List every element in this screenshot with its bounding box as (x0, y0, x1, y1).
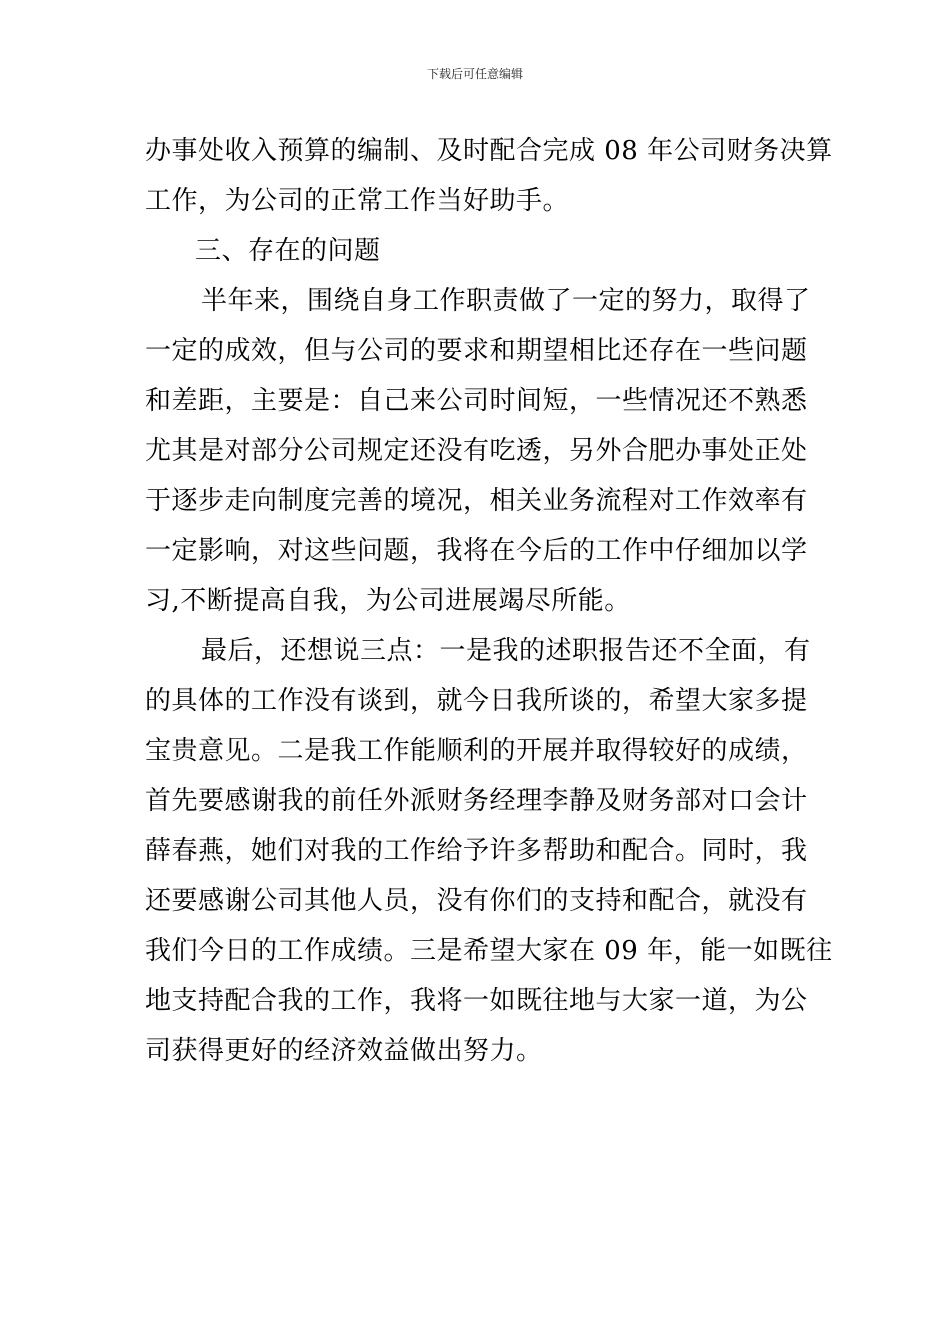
text-line: 首先要感谢我的前任外派财务经理李静及财务部对口会计 (145, 786, 808, 816)
text-line: 最后，还想说三点：一是我的述职报告还不全面，有 (201, 636, 811, 666)
section-heading: 三、存在的问题 (195, 236, 381, 266)
text-line: 地支持配合我的工作，我将一如既往地与大家一道，为公 (145, 986, 808, 1016)
text-line: 于逐步走向制度完善的境况，相关业务流程对工作效率有 (145, 486, 808, 516)
text-line: 的具体的工作没有谈到，就今日我所谈的，希望大家多提 (145, 686, 808, 716)
text-line: 一定的成效，但与公司的要求和期望相比还存在一些问题 (145, 336, 808, 366)
text-line: 薛春燕，她们对我的工作给予许多帮助和配合。同时，我 (145, 836, 808, 866)
text-line: 半年来，围绕自身工作职责做了一定的努力，取得了 (201, 286, 811, 316)
text-line: 宝贵意见。二是我工作能顺利的开展并取得较好的成绩， (145, 736, 808, 766)
header-note: 下载后可任意编辑 (426, 67, 523, 81)
text-line: 工作，为公司的正常工作当好助手。 (145, 186, 570, 216)
text-line: 一定影响，对这些问题，我将在今后的工作中仔细加以学 (145, 536, 808, 566)
text-line: 和差距，主要是：自己来公司时间短，一些情况还不熟悉 (145, 386, 808, 416)
text-line: 办事处收入预算的编制、及时配合完成 08 年公司财务决算 (145, 136, 833, 166)
text-line: 司获得更好的经济效益做出努力。 (145, 1036, 543, 1066)
text-line: 习,不断提高自我，为公司进展竭尽所能。 (145, 586, 631, 616)
text-line: 我们今日的工作成绩。三是希望大家在 09 年，能一如既往 (145, 936, 833, 966)
document-body (145, 126, 833, 1076)
text-line: 尤其是对部分公司规定还没有吃透，另外合肥办事处正处 (145, 436, 808, 466)
text-line: 还要感谢公司其他人员，没有你们的支持和配合，就没有 (145, 886, 808, 916)
